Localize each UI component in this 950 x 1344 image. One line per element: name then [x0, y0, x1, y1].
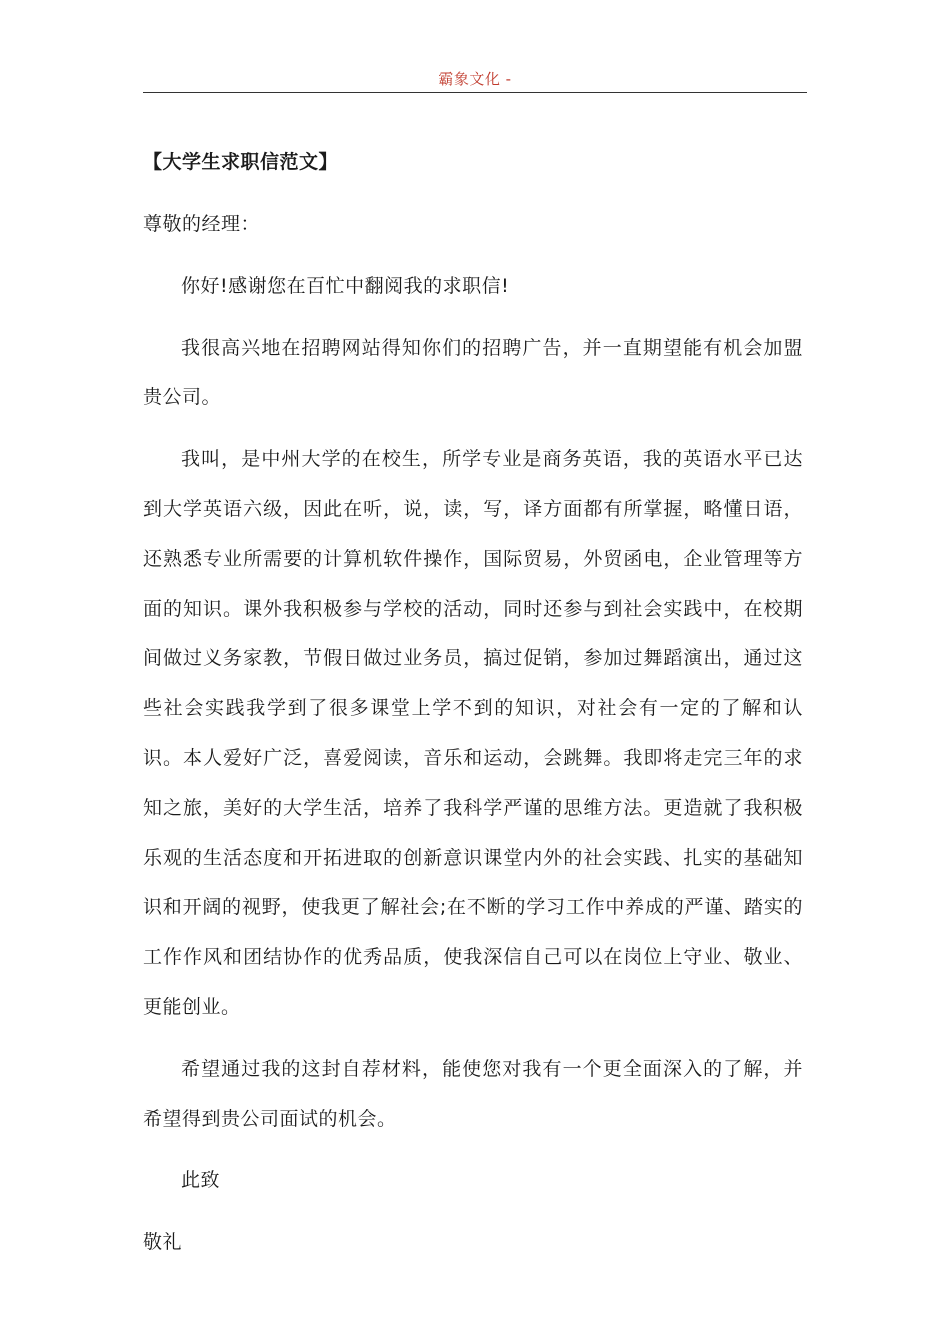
paragraph-hope: 希望通过我的这封自荐材料，能使您对我有一个更全面深入的了解，并希望得到贵公司面试的机会。 — [143, 1057, 803, 1130]
closing-salute: 敬礼 — [143, 1231, 183, 1254]
paragraph-self-introduction: 我叫，是中州大学的在校生，所学专业是商务英语，我的英语水平已达到大学英语六级，因此在听，说，读，写，译方面都有所掌握，略懂日语，还熟悉专业所需要的计算机软件操作，国际贸易，外贸函电，企业管理等方面的知识。课外我积极参与学校的活动，同时还参与到社会实践中，在校期间做过义务家教，节假日做过业务员，搞过促销，参加过舞蹈演出，通过这些社会实践我学到了很多课堂上学不到的知识，对社会有一定的了解和认识。本人爱好广泛，喜爱阅读，音乐和运动，会跳舞。我即将走完三年的求知之旅，美好的大学生活，培养了我科学严谨的思维方法。更造就了我积极乐观的生活态度和开拓进取的创新意识课堂内外的社会实践、扎实的基础知识和开阔的视野，使我更了解社会;在不断的学习工作中养成的严谨、踏实的工作作风和团结协作的优秀品质，使我深信自己可以在岗位上守业、敬业、更能创业。 — [143, 448, 803, 1018]
closing-phrase: 此致 — [181, 1169, 221, 1192]
header-brand-text: 霸象文化 - — [438, 70, 512, 88]
page-header — [143, 66, 807, 93]
paragraph-greeting: 你好!感谢您在百忙中翻阅我的求职信! — [181, 274, 510, 297]
document-title: 【大学生求职信范文】 — [143, 151, 339, 173]
document-body — [143, 140, 803, 1280]
paragraph-intent: 我很高兴地在招聘网站得知你们的招聘广告，并一直期望能有机会加盟贵公司。 — [143, 336, 803, 409]
salutation: 尊敬的经理： — [143, 213, 261, 235]
